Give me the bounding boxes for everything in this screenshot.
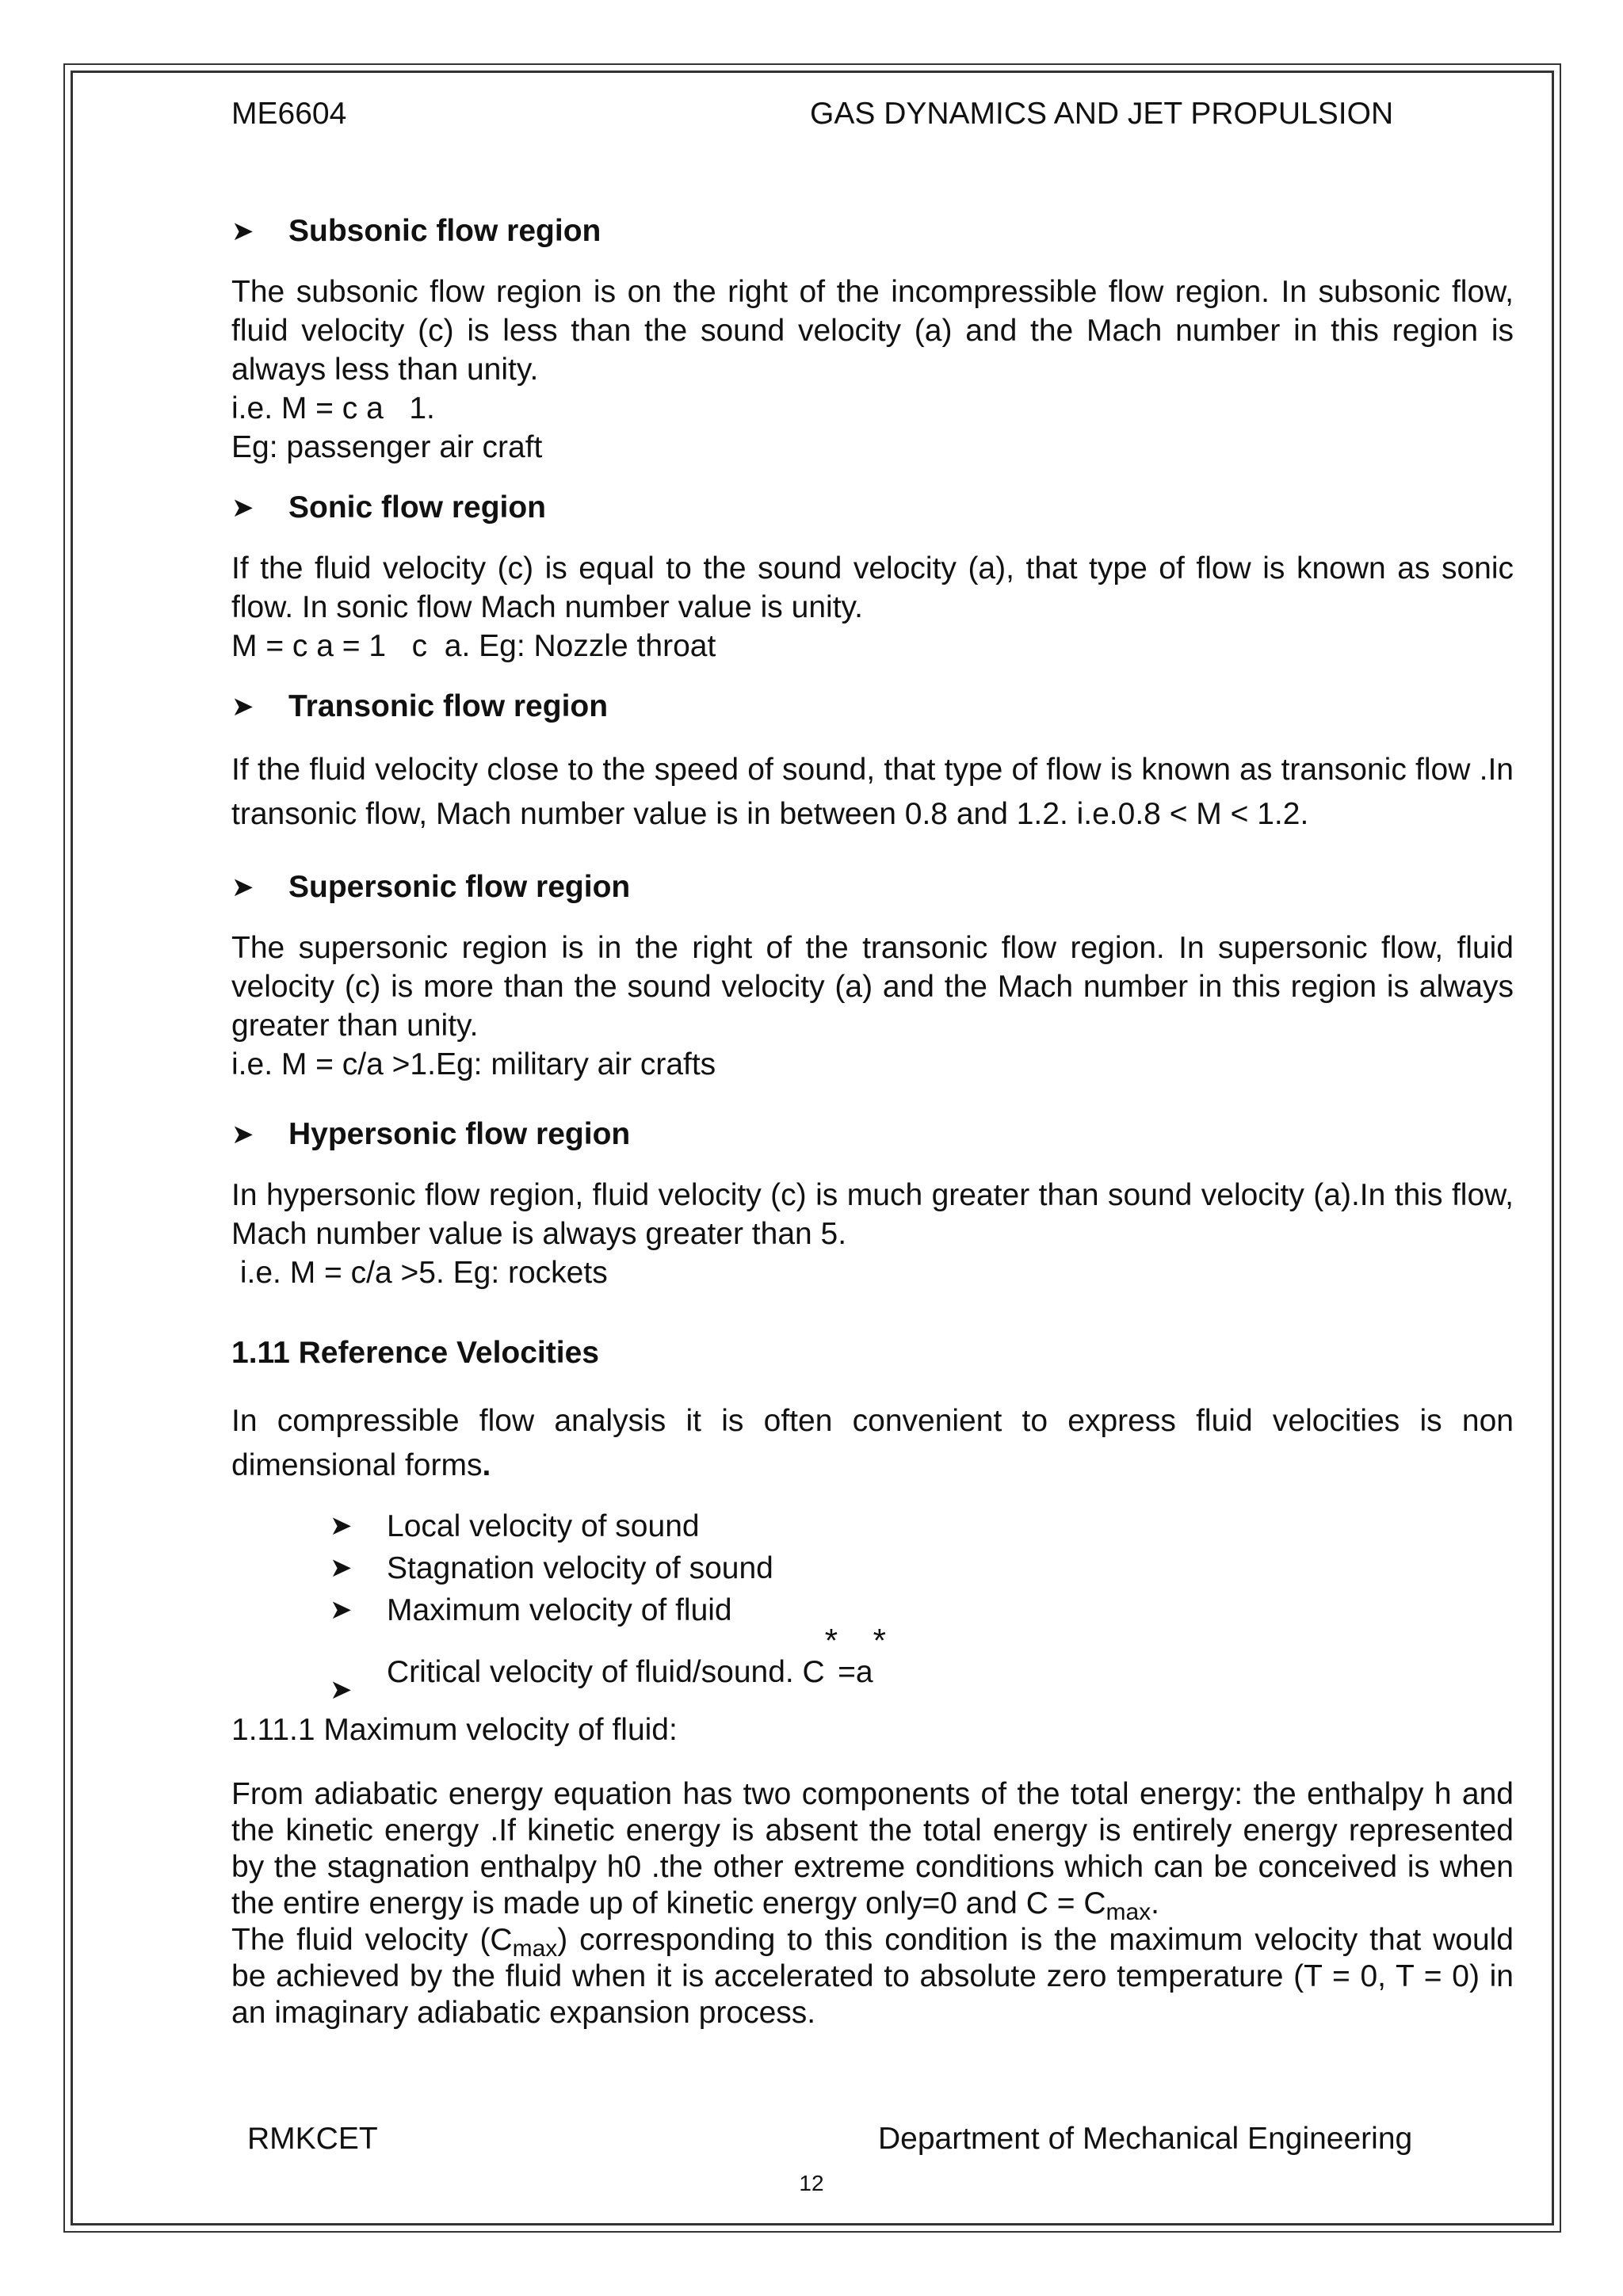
arrow-bullet-icon: ➤ [231, 1119, 254, 1150]
paragraph-text: The fluid velocity (C [231, 1923, 513, 1957]
arrow-bullet-icon: ➤ [330, 1511, 353, 1541]
subsonic-paragraph: The subsonic flow region is on the right of the incompressible flow region. In subsonic flow, fluid velocity (c) is less than the sound velocity (a) and the Mach number in this region is always less than unity. [231, 275, 1514, 387]
hypersonic-title: Hypersonic flow region [288, 1117, 631, 1151]
critical-star-c: * [824, 1622, 838, 1659]
subscript-max: max [512, 1936, 558, 1962]
critical-star-a: * [873, 1622, 886, 1659]
arrow-bullet-icon: ➤ [330, 1675, 353, 1705]
list-item [330, 1589, 1514, 1631]
max-velocity-paragraph-1 [231, 1776, 1514, 1925]
paragraph-text: From adiabatic energy equation has two components of the total energy: the enthalpy h and the kinetic energy .If kinetic energy is absent the total energy is entirely energy represented by the stagnation enthalpy h0 .the other extreme conditions which can be conceived is when the entire energy is made up of kinetic energy only=0 and C = C [231, 1777, 1514, 1920]
subscript-max: max [1106, 1899, 1151, 1925]
supersonic-equation: i.e. M = c/a >1.Eg: military air crafts [231, 1047, 716, 1081]
course-code: ME6604 [231, 97, 347, 131]
supersonic-paragraph: The supersonic region is in the right of the transonic flow region. In supersonic flow, fluid velocity (c) is more than the sound velocity (a) and the Mach number in this region is always greater than unity. [231, 931, 1514, 1043]
footer-department: Department of Mechanical Engineering [878, 2122, 1413, 2156]
hypersonic-paragraph: In hypersonic flow region, fluid velocity (c) is much greater than sound velocity (a).In this flow, Mach number value is always greater than 5. [231, 1178, 1514, 1251]
arrow-bullet-icon: ➤ [231, 872, 254, 902]
paragraph-end: . [1151, 1886, 1160, 1920]
page-number: 12 [799, 2171, 824, 2195]
transonic-paragraph: If the fluid velocity close to the speed of sound, that type of flow is known as transonic flow .In transonic flow, Mach number value is in between 0.8 and 1.2. i.e.0.8 < M < 1.2. [231, 753, 1514, 831]
arrow-bullet-icon: ➤ [231, 216, 254, 246]
paragraph-text-rest: ) corresponding to this condition is the maximum velocity that would be achieved by the fluid when it is accelerated to absolute zero temperature (T = 0, T = 0) in an imaginary adiabatic expansion process. [231, 1923, 1514, 2030]
list-item-label: Critical velocity of fluid/sound. C [387, 1655, 825, 1689]
page-content [231, 208, 1514, 2031]
hypersonic-heading [231, 1111, 1514, 1158]
critical-equation: =a [838, 1655, 873, 1689]
arrow-bullet-icon: ➤ [231, 493, 254, 523]
arrow-bullet-icon: ➤ [330, 1553, 353, 1583]
reference-velocities-title: 1.11 Reference Velocities [231, 1336, 599, 1370]
subsonic-equation: i.e. M = c a 1. [231, 391, 435, 425]
reference-intro [231, 1399, 1514, 1488]
arrow-bullet-icon: ➤ [231, 692, 254, 722]
list-item-label: Stagnation velocity of sound [387, 1551, 773, 1585]
sonic-heading [231, 484, 1514, 532]
list-item [330, 1622, 1514, 1705]
supersonic-heading [231, 864, 1514, 911]
max-velocity-paragraph-2 [231, 1922, 1514, 2031]
arrow-bullet-icon: ➤ [330, 1595, 353, 1625]
hypersonic-equation: i.e. M = c/a >5. Eg: rockets [231, 1256, 608, 1290]
subsonic-example: Eg: passenger air craft [231, 430, 543, 464]
list-item-label: Maximum velocity of fluid [387, 1593, 732, 1627]
reference-velocity-list [231, 1505, 1514, 1705]
transonic-title: Transonic flow region [288, 689, 609, 723]
list-item-label: Local velocity of sound [387, 1509, 700, 1543]
reference-intro-text: In compressible flow analysis it is often convenient to express fluid velocities is non dimensional forms [231, 1404, 1514, 1482]
list-item [330, 1547, 1514, 1589]
subsonic-heading [231, 208, 1514, 255]
supersonic-title: Supersonic flow region [288, 870, 631, 904]
transonic-heading [231, 683, 1514, 730]
max-velocity-subsection-title: 1.11.1 Maximum velocity of fluid: [231, 1713, 678, 1747]
list-item [330, 1505, 1514, 1547]
sonic-title: Sonic flow region [288, 490, 547, 524]
reference-intro-end: . [482, 1448, 491, 1482]
sonic-equation: M = c a = 1 c a. Eg: Nozzle throat [231, 629, 716, 663]
footer-institution: RMKCET [247, 2122, 378, 2156]
course-title: GAS DYNAMICS AND JET PROPULSION [810, 97, 1394, 131]
subsonic-title: Subsonic flow region [288, 214, 601, 248]
sonic-paragraph: If the fluid velocity (c) is equal to the sound velocity (a), that type of flow is known as sonic flow. In sonic flow Mach number value is unity. [231, 551, 1514, 624]
